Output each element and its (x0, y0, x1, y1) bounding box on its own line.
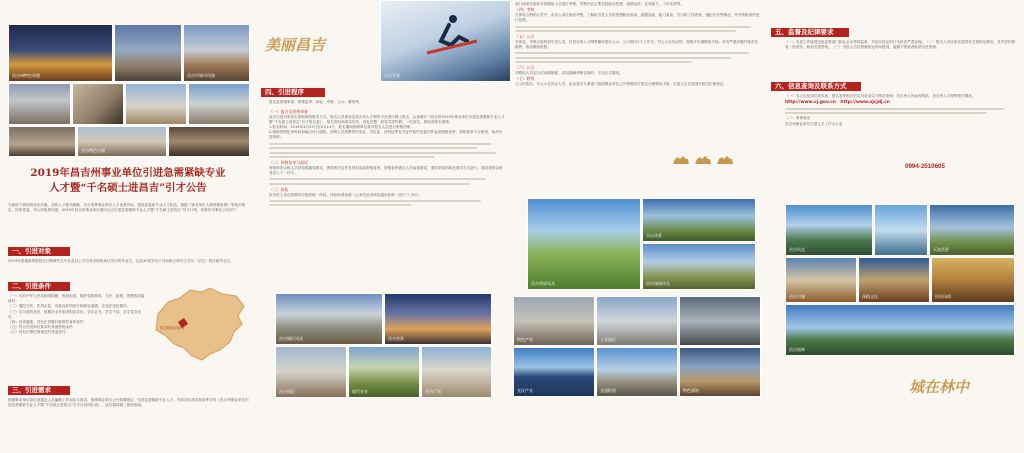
street-photo (8, 126, 76, 157)
desert-road-photo: 昌吉丝路风光 (642, 243, 756, 290)
section-title-needs: 三、引进需求 (8, 386, 70, 395)
architecture-photo: 特色建筑 (679, 347, 761, 397)
notice-title: 2019年昌吉州事业单位引进急需紧缺专业 人才暨“千名硕士进昌吉”引才公告 (30, 167, 226, 194)
contact-body: （一）本公告及岗位需求表、报名表等相关信息可登录以下网站查询：昌吉州人民政府网站、昌吉州人才网等相关网站。 http://www.cj.gov.cn http://www.xjcjdj.cn （二）咨询电话 昌吉州事业单位引进人才工作办公室 (785, 94, 1015, 170)
skier-icon (381, 1, 511, 82)
phone-number: 0994-2510605 (905, 163, 945, 170)
grassland-photo: 昌吉草原风光 (527, 198, 641, 290)
procedure-continued-body: 部门或单位组织对拟聘用人员进行考察，考察内容主要包括政治思想、道德品质、业务能力、工作实绩等。 （四）考核 在体检合格的人员中，由用人单位组织考察，了解拟引进人员的思想政治表现、道德品质、能力素质、学习和工作表现、遵纪守法等情况，并对资格条件进行复核。 （五）公示 对体检、考察合格的拟引进人员，在昌吉州人才网等媒体进行公示，公示期为7个工作日。对公示无异议的，按程序办理聘用手续；对有严重问题并查有实据的，取消聘用资格。 （六）公示 对聘用人员实行试用期制度，试用期满考核合格的，予以正式聘用。 （七）聘用 公示结果后，对公示无异议人员，由各县市人事部门按照事业单位公开招聘有关规定办理聘用手续，引进人员自觉遵守相关纪律规定。 (515, 2, 760, 86)
map-label: 昌吉回族自治州 (160, 326, 184, 330)
machinery-photo (679, 296, 761, 346)
section-title-conditions: 二、引进条件 (8, 282, 70, 291)
conditions-list: （一）具有中华人民共和国国籍，热爱祖国，拥护党的路线、方针、政策，思想政治素质好； （二）遵纪守法，作风正派，具备良好的品行和职业道德，无违法违纪情况； （三）学习成绩良好，按期毕业并取得相应学历、学位证书，学生干部、学生党员优先； （四）身体健康，具有正常履行职责的身体条件； （五）符合引进岗位要求的其他资格条件； （六）具有法律法规规定的其他条件。 (8, 294, 145, 335)
dusk-city-photo: 昌吉夜景 (384, 293, 492, 345)
section-needs-text: 根据事业单位岗位设置及人员编制工作实际与需求，按照事业单位公开招聘规定，引进急需紧缺专业人才。具体岗位需求和条件详见《昌吉州事业单位引进急需紧缺专业人才暨“千名硕士进昌吉”引才计划岗位表》，请扫描封面二维码查看。 (8, 398, 249, 408)
city-street-photo (114, 24, 182, 82)
section-title-discipline: 五、监督及纪律要求 (771, 28, 849, 37)
section-title-procedure: 四、引进程序 (261, 88, 325, 97)
panel-contact (767, 0, 1024, 453)
intro-text: 为促进干部结构优化升级，加快人才强州战略，充分发挥事业单位人才优势作用，建设高素质专业人才队伍，根据《事业单位人事管理条例》等相关规定，经州党委、州人民政府同意，2019年昌吉州事业单位面向社会引进急需紧缺专业人才暨“千名硕士进昌吉”引才计划，现将有关事宜公告如下： (8, 203, 246, 213)
lakeside-photo: 昌吉园林 (785, 304, 1015, 356)
discipline-text: （一）引进工作接受纪检监察部门和社会各界的监督，对违反规定的行为依法严肃处理。（二）报名人员应如实提供有关资料及情况，对弄虚作假者一经查实，取消引进资格。（三）引进人员应按照规定时间报到，逾期不报到者取消引进资格。 (785, 40, 1015, 50)
industrial-plant-photo: 工业园区 (596, 296, 678, 346)
camel-caravan-icon (671, 150, 741, 166)
procedure-intro: 报名及资格审查、资格复审、体检、考察、公示、聘用等。 (269, 100, 363, 104)
city-panorama-photo: 昌吉城区风光 (275, 293, 383, 345)
city-night-photo: 昌吉州特色风貌 (8, 24, 113, 82)
dome-photo (125, 83, 187, 125)
procedure-body: （一）报名及资格审查 此次引进对象报名采取网络报名方式，报名人员需登录昌吉州人才网等平台进行网上报名，认真填写《昌吉州2019年事业单位引进急需紧缺专业人才暨“千名硕士进昌吉”引才报名表》，报名资料须真实有效、内容完整，如有弄虚作假，一经查实，即取消报名资格。 1.报名时间：2019年3月22日至4月14日，报名期间招聘单位将对报名人员进行资格初审。 2.现场资格复审时间和地点另行通知，应聘人员须携带毕业证、学位证、身份证等有关证件原件及复印件参加资格复审，资格复审不合格者，取消引进资格。 （二）资格复审与面试 资格审查合格人员须按照通知要求，携带相关证件及材料参加资格复审，资格复审通过人员参加面试，面试采取结构化面试方式进行，面试成绩合格者进入下一环节。 （三）体检 拟引进人员由招聘单位组织统一体检，体检标准参照《公务员录用体检通用标准（试行）》执行。 (269, 109, 505, 287)
building-photo (8, 83, 71, 125)
skier-photo: 天山雪景 (380, 0, 511, 82)
website-link-2[interactable]: http://www.xjcjdj.cn (840, 100, 890, 106)
mountain-lake-photo: 昌吉风光 (785, 204, 873, 256)
cultural-site-photo: 民俗风情 (931, 257, 1015, 303)
lake-photo (874, 204, 928, 256)
website-link-1[interactable]: http://www.cj.gov.cn (785, 100, 836, 106)
panel-cover (0, 0, 255, 453)
section-title-contact: 六、信息查询及联系方式 (771, 82, 861, 91)
pagoda-photo: 丝路文化 (858, 257, 930, 303)
industrial-park-photo: 昌吉园区 (275, 346, 347, 398)
china-map-icon (150, 284, 250, 364)
section-title-targets: 一、引进对象 (8, 247, 70, 256)
highway-photo: 交通枢纽 (596, 347, 678, 397)
factory-photo: 特色产业 (513, 296, 595, 346)
solar-panels-photo: 光伏产业 (513, 347, 595, 397)
ancient-gate-photo: 昌吉古城 (785, 257, 857, 303)
mountain-valley-photo: 天山风景 (642, 198, 756, 242)
city-square-photo: 昌吉广场 (421, 346, 492, 398)
plaza-photo: 昌吉特色小镇 (77, 126, 167, 157)
calligraphy-city-in-forest: 城在林中 (909, 378, 970, 396)
town-photo: 昌吉市城市风貌 (183, 24, 250, 82)
section-targets-text: 2019年普通高等院校全日制研究生毕业及以上学历具有国家承认学历的毕业生，以及35周岁以下具有硕士研究生学历（学位）的往届毕业生。 (8, 259, 234, 263)
farmland-photo: 现代农业 (348, 346, 420, 398)
calligraphy-beautiful-changji: 美丽昌吉 (265, 36, 326, 54)
panel-procedure (255, 0, 511, 453)
bicycle-photo (72, 83, 124, 125)
tower-photo: 天池美景 (929, 204, 1015, 256)
panel-procedure-continued (511, 0, 767, 453)
crowd-photo (168, 126, 250, 157)
square-photo (188, 83, 250, 125)
